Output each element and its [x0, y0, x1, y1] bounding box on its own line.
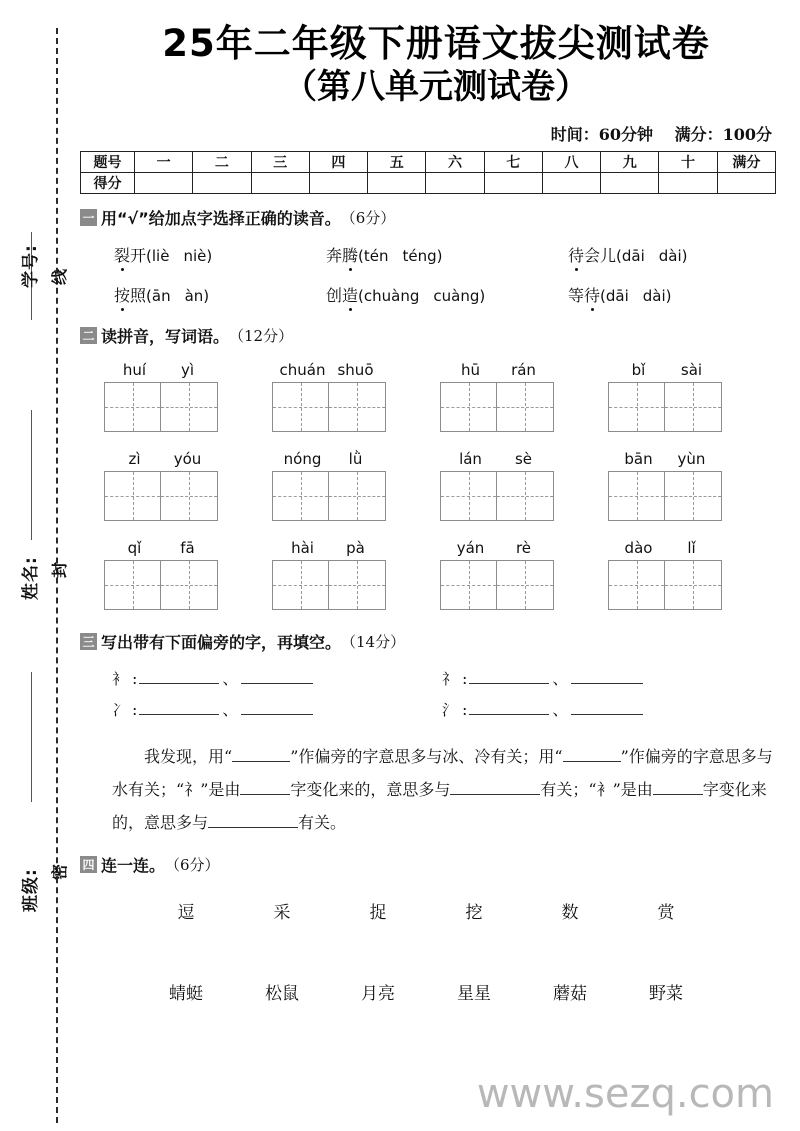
tianzige-pinyin	[608, 450, 722, 468]
table-row-question-numbers	[81, 152, 776, 173]
tianzige-cell[interactable]	[665, 560, 722, 610]
section-number-3: 三	[80, 633, 97, 650]
student-class-label: 班级:	[21, 868, 41, 912]
score-col-2: 二	[193, 152, 251, 173]
full-score-label: 满分：100分	[674, 125, 772, 145]
tianzige-cell[interactable]	[440, 560, 497, 610]
section-title-2: 读拼音，写词语。	[101, 327, 230, 347]
radical-separator: 、	[552, 669, 569, 689]
radical-symbol-water: 氵	[442, 701, 458, 720]
pinyin-syllable: rán	[511, 361, 536, 380]
pinyin-syllable: shuō	[337, 361, 374, 380]
tianzige-group	[104, 539, 218, 610]
para-text-5: ”是由	[200, 780, 241, 800]
para-radical-clothing: 衤	[596, 780, 613, 800]
title-sub-text: （第八单元测试卷）	[283, 66, 589, 107]
score-col-5: 五	[368, 152, 426, 173]
tianzige-pinyin	[104, 450, 218, 468]
tianzige-group	[104, 361, 218, 432]
pinyin-choice-item[interactable]: 待会儿(dāi dài)	[568, 243, 688, 266]
tianzige-cell[interactable]	[665, 382, 722, 432]
para-text-10: 有关。	[298, 813, 347, 833]
matching-verbs-row	[78, 898, 794, 923]
pinyin-syllable: zì	[128, 450, 141, 469]
score-col-4: 四	[309, 152, 367, 173]
pinyin-option-a[interactable]: dāi	[605, 287, 629, 306]
score-entry-2[interactable]	[193, 173, 251, 194]
tianzige-cell[interactable]	[272, 560, 329, 610]
score-col-total: 满分	[717, 152, 775, 173]
para-text-6: 字变化来的，意思多与	[290, 780, 451, 800]
tianzige-row-2	[78, 450, 794, 521]
radical-answer-blank[interactable]	[571, 670, 643, 684]
tianzige-pinyin	[272, 539, 386, 557]
pinyin-syllable: qǐ	[127, 539, 142, 558]
pinyin-option-b[interactable]: cuàng	[433, 287, 480, 306]
tianzige-cell[interactable]	[329, 471, 386, 521]
matching-noun-item[interactable]: 蜻蜓	[169, 984, 203, 1005]
pinyin-syllable: lǐ	[687, 539, 696, 558]
para-text-4: 旁的字意思多与水有关；“	[112, 747, 773, 800]
pinyin-option-a[interactable]: chuàng	[363, 287, 420, 306]
tianzige-cell[interactable]	[497, 560, 554, 610]
tianzige-row-3	[78, 539, 794, 610]
matching-verb-item[interactable]: 捉	[369, 903, 387, 924]
pinyin-choice-row-2	[78, 283, 794, 306]
tianzige-cell[interactable]	[497, 471, 554, 521]
score-table-row-label-0: 题号	[81, 152, 135, 173]
score-entry-1[interactable]	[135, 173, 193, 194]
paragraph-blank[interactable]	[653, 781, 703, 795]
tianzige-cell[interactable]	[104, 471, 161, 521]
seal-char-xian: 线	[50, 268, 69, 285]
tianzige-group	[272, 361, 386, 432]
tianzige-cell[interactable]	[608, 560, 665, 610]
pinyin-syllable: rè	[515, 539, 532, 558]
radical-colon: :	[462, 700, 468, 720]
radical-colon: :	[132, 669, 138, 689]
radical-separator: 、	[552, 700, 569, 720]
matching-nouns-row	[78, 979, 794, 1004]
tianzige-group	[440, 450, 554, 521]
pinyin-syllable: bān	[624, 450, 653, 469]
pinyin-choice-item[interactable]: 按照(ān àn)	[114, 283, 326, 306]
tianzige-pinyin	[440, 450, 554, 468]
page-title	[78, 0, 794, 108]
score-col-7: 七	[484, 152, 542, 173]
score-col-1: 一	[135, 152, 193, 173]
matching-noun-item[interactable]: 野菜	[649, 984, 683, 1005]
pinyin-syllable: lǜ	[348, 450, 363, 469]
score-table	[80, 151, 776, 194]
pinyin-syllable: huí	[122, 361, 147, 380]
matching-verb-item[interactable]: 逗	[177, 903, 195, 924]
student-id-label: 学号:	[21, 244, 41, 288]
score-entry-7[interactable]	[484, 173, 542, 194]
pinyin-syllable: sài	[680, 361, 703, 380]
binding-margin	[0, 0, 78, 1131]
word-tail: 开	[130, 246, 147, 266]
radical-line	[112, 697, 442, 728]
radical-symbol-spirit: 礻	[442, 670, 458, 689]
radical-symbol-ice: 冫	[112, 701, 128, 720]
tianzige-pinyin	[608, 539, 722, 557]
tianzige-row-1	[78, 361, 794, 432]
matching-noun-item[interactable]: 松鼠	[265, 984, 299, 1005]
tianzige-group	[440, 539, 554, 610]
tianzige-group	[608, 539, 722, 610]
section-points-3: （14分）	[341, 633, 406, 652]
section-points-4: （6分）	[165, 856, 220, 875]
tianzige-cell[interactable]	[329, 560, 386, 610]
pinyin-syllable: hài	[291, 539, 314, 558]
pinyin-option-b[interactable]: niè	[183, 247, 207, 266]
pinyin-option-b[interactable]: dài	[642, 287, 666, 306]
paragraph-blank[interactable]	[450, 781, 540, 795]
section-points-2: （12分）	[229, 327, 294, 346]
tianzige-pinyin	[272, 450, 386, 468]
radical-separator: 、	[222, 669, 239, 689]
section-number-4: 四	[80, 856, 97, 873]
pinyin-choice-row-1	[78, 243, 794, 266]
tianzige-pinyin	[272, 361, 386, 379]
title-main-text: 25年二年级下册语文拔尖测试卷	[162, 22, 710, 65]
matching-noun-item[interactable]: 星星	[457, 984, 491, 1005]
pinyin-choice-item[interactable]: 等待(dāi dài)	[568, 283, 672, 306]
section-header-4	[80, 853, 794, 876]
para-text-8: ”是由	[612, 780, 653, 800]
radical-colon: :	[132, 700, 138, 720]
section-header-2	[80, 324, 794, 347]
tianzige-group	[272, 450, 386, 521]
pinyin-syllable: yóu	[173, 450, 202, 469]
tianzige-pinyin	[440, 361, 554, 379]
matching-verb-item[interactable]: 数	[561, 903, 579, 924]
pinyin-choice-item[interactable]: 裂开(liè niè)	[114, 243, 326, 266]
section-points-1: （6分）	[340, 209, 396, 228]
pinyin-option-a[interactable]: liè	[151, 247, 170, 266]
time-limit-label: 时间：60分钟	[550, 125, 654, 145]
tianzige-group	[608, 361, 722, 432]
pinyin-option-b[interactable]: dài	[658, 247, 682, 266]
pinyin-choice-item[interactable]: 创造(chuàng cuàng)	[326, 283, 568, 306]
radical-colon: :	[462, 669, 468, 689]
para-text-1: 我发现，用“	[144, 747, 233, 767]
paragraph-blank[interactable]	[208, 814, 298, 828]
score-col-9: 九	[601, 152, 659, 173]
radical-answer-blank[interactable]	[469, 701, 549, 715]
score-col-6: 六	[426, 152, 484, 173]
student-name-rule	[31, 410, 32, 540]
seal-char-feng: 封	[50, 561, 69, 578]
tianzige-cell[interactable]	[272, 471, 329, 521]
tianzige-cell[interactable]	[497, 382, 554, 432]
pinyin-syllable: chuán	[279, 361, 326, 380]
site-watermark: www.sezq.com	[476, 1071, 774, 1117]
score-entry-total[interactable]	[717, 173, 775, 194]
word-head: 创	[326, 286, 343, 306]
table-row-scores	[81, 173, 776, 194]
para-text-3: ”作偏	[620, 747, 661, 767]
pinyin-syllable: dào	[624, 539, 653, 558]
exam-meta	[78, 108, 794, 149]
section-header-1	[80, 206, 794, 229]
fill-in-paragraph	[78, 740, 794, 839]
score-entry-3[interactable]	[251, 173, 309, 194]
radical-symbol-clothing: 衤	[112, 670, 128, 689]
pinyin-syllable: pà	[346, 539, 365, 558]
pinyin-syllable: nóng	[283, 450, 322, 469]
section-number-2: 二	[80, 327, 97, 344]
score-table-row-label-1: 得分	[81, 173, 135, 194]
tianzige-cell[interactable]	[104, 560, 161, 610]
tianzige-cell[interactable]	[608, 382, 665, 432]
tianzige-cell[interactable]	[272, 382, 329, 432]
section-header-3	[80, 630, 794, 653]
word-tail: 照	[130, 286, 147, 306]
radical-answer-blank[interactable]	[241, 670, 313, 684]
section-title-3: 写出带有下面偏旁的字，再填空。	[101, 633, 342, 653]
radical-line	[442, 697, 772, 728]
score-entry-4[interactable]	[309, 173, 367, 194]
radical-answer-blank[interactable]	[469, 670, 549, 684]
radical-column-right	[442, 666, 772, 728]
tianzige-group	[440, 361, 554, 432]
para-text-9: 字变化来的，意思多与	[112, 780, 767, 833]
exam-sheet	[78, 0, 800, 1131]
paragraph-blank[interactable]	[240, 781, 290, 795]
tianzige-pinyin	[440, 539, 554, 557]
dotted-char: 造	[342, 283, 358, 306]
para-radical-spirit: 礻	[184, 780, 201, 800]
tianzige-cell[interactable]	[608, 471, 665, 521]
student-name-label: 姓名:	[21, 556, 41, 600]
word-head: 奔	[326, 246, 343, 266]
pinyin-syllable: yì	[180, 361, 195, 380]
radical-answer-blank[interactable]	[139, 701, 219, 715]
section-number-1: 一	[80, 209, 97, 226]
pinyin-option-a[interactable]: dāi	[621, 247, 645, 266]
score-entry-9[interactable]	[601, 173, 659, 194]
para-text-7: 有关；“	[540, 780, 597, 800]
matching-verb-item[interactable]: 赏	[657, 903, 675, 924]
score-entry-8[interactable]	[542, 173, 600, 194]
radical-line	[442, 666, 772, 697]
matching-noun-item[interactable]: 蘑菇	[553, 984, 587, 1005]
score-col-10: 十	[659, 152, 717, 173]
pinyin-syllable: sè	[514, 450, 533, 469]
score-col-3: 三	[251, 152, 309, 173]
dotted-char: 待	[584, 283, 600, 306]
pinyin-option-a[interactable]: ān	[151, 287, 171, 306]
pinyin-syllable: hū	[460, 361, 480, 380]
tianzige-cell[interactable]	[161, 560, 218, 610]
tianzige-cell[interactable]	[665, 471, 722, 521]
seal-char-mi: 密	[50, 863, 69, 880]
tianzige-cell[interactable]	[161, 471, 218, 521]
tianzige-group	[104, 450, 218, 521]
radical-separator: 、	[222, 700, 239, 720]
pinyin-option-a[interactable]: tén	[363, 247, 389, 266]
score-entry-6[interactable]	[426, 173, 484, 194]
tianzige-cell[interactable]	[329, 382, 386, 432]
section-title-1: 用“√”给加点字选择正确的读音。	[101, 209, 341, 229]
pinyin-choice-item[interactable]: 奔腾(tén téng)	[326, 243, 568, 266]
paragraph-blank[interactable]	[563, 748, 621, 762]
radical-column-left	[112, 666, 442, 728]
tianzige-cell[interactable]	[161, 382, 218, 432]
score-entry-10[interactable]	[659, 173, 717, 194]
pinyin-option-b[interactable]: àn	[184, 287, 204, 306]
dotted-char: 按	[114, 283, 130, 306]
para-text-2: ”作偏旁的字意思多与冰、冷有关；用“	[290, 747, 563, 767]
pinyin-syllable: yán	[456, 539, 485, 558]
matching-verb-item[interactable]: 采	[273, 903, 291, 924]
radical-line	[112, 666, 442, 697]
radical-grid	[78, 666, 794, 728]
radical-answer-blank[interactable]	[139, 670, 219, 684]
pinyin-syllable: lán	[459, 450, 482, 469]
tianzige-cell[interactable]	[104, 382, 161, 432]
word-head: 等	[568, 286, 585, 306]
score-entry-5[interactable]	[368, 173, 426, 194]
pinyin-syllable: bǐ	[631, 361, 646, 380]
dotted-char: 腾	[342, 243, 358, 266]
tianzige-cell[interactable]	[440, 471, 497, 521]
tianzige-pinyin	[608, 361, 722, 379]
matching-noun-item[interactable]: 月亮	[361, 984, 395, 1005]
matching-verb-item[interactable]: 挖	[465, 903, 483, 924]
word-tail: 会儿	[584, 246, 617, 266]
section-title-4: 连一连。	[101, 856, 166, 876]
tianzige-group	[608, 450, 722, 521]
tianzige-cell[interactable]	[440, 382, 497, 432]
radical-answer-blank[interactable]	[571, 701, 643, 715]
pinyin-syllable: fā	[180, 539, 195, 558]
pinyin-syllable: yùn	[677, 450, 706, 469]
dotted-char: 待	[568, 243, 584, 266]
pinyin-option-b[interactable]: téng	[402, 247, 437, 266]
tianzige-pinyin	[104, 539, 218, 557]
tianzige-pinyin	[104, 361, 218, 379]
radical-answer-blank[interactable]	[241, 701, 313, 715]
tianzige-group	[272, 539, 386, 610]
dotted-char: 裂	[114, 243, 130, 266]
paragraph-blank[interactable]	[232, 748, 290, 762]
student-class-rule	[31, 672, 32, 802]
score-col-8: 八	[542, 152, 600, 173]
